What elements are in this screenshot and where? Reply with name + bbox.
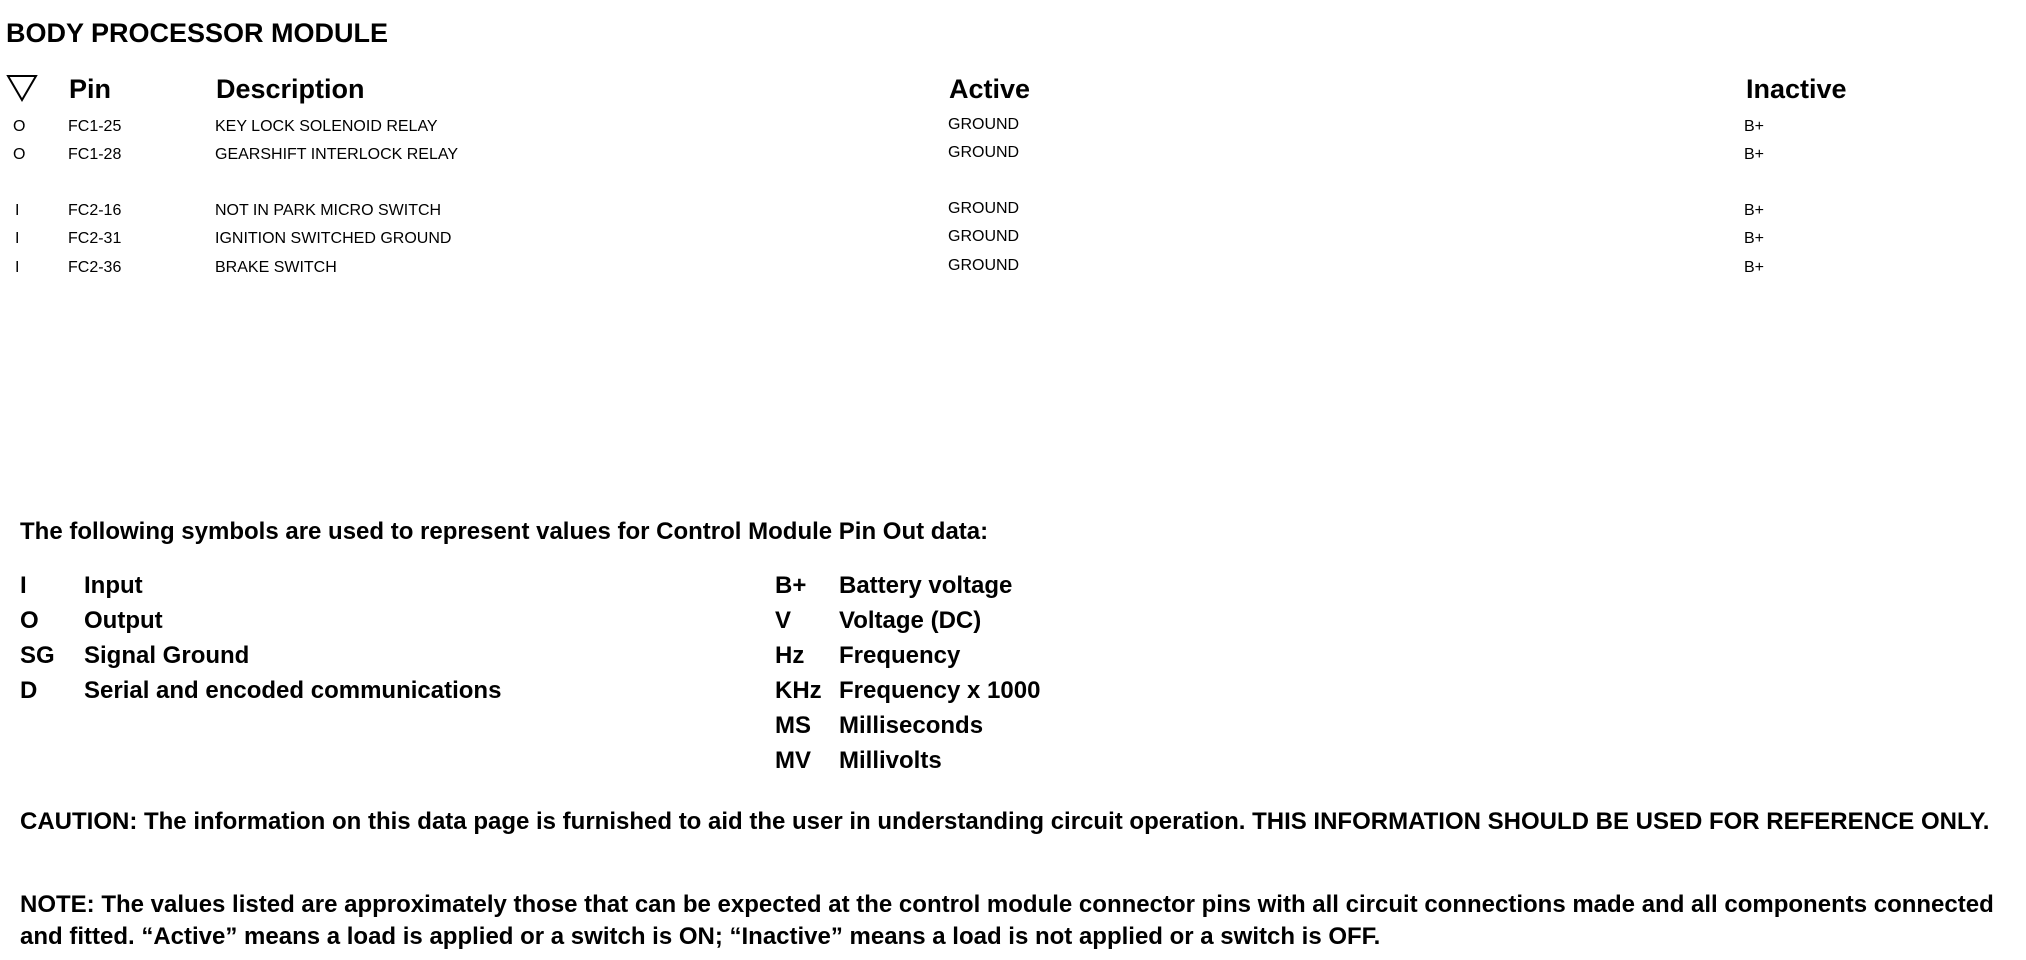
legend-meaning: Voltage (DC) [839,607,982,634]
description-cell: IGNITION SWITCHED GROUND [215,230,452,247]
io-cell: I [15,259,20,276]
legend-meaning: Output [84,607,163,634]
legend-symbol: O [20,607,39,634]
inactive-cell: B+ [1744,230,1765,247]
legend-symbol: V [775,607,792,634]
pin-cell: FC1-28 [68,146,122,163]
column-header-description: Description [216,74,365,104]
description-cell: BRAKE SWITCH [215,259,337,276]
description-cell: KEY LOCK SOLENOID RELAY [215,118,438,135]
column-header-inactive: Inactive [1746,74,1847,104]
description-cell: GEARSHIFT INTERLOCK RELAY [215,146,459,163]
active-cell: GROUND [948,228,1020,245]
legend-symbol: MS [775,712,811,739]
legend-meaning: Millivolts [839,747,942,774]
active-cell: GROUND [948,144,1020,161]
legend-intro: The following symbols are used to represent values for Control Module Pin Out data: [20,518,989,545]
inactive-cell: B+ [1744,259,1765,276]
active-cell: GROUND [948,116,1020,133]
inactive-cell: B+ [1744,146,1765,163]
legend-meaning: Serial and encoded communications [84,677,502,704]
pin-cell: FC2-36 [68,259,122,276]
legend-meaning: Milliseconds [839,712,984,739]
active-cell: GROUND [948,257,1020,274]
column-header-active: Active [949,74,1031,104]
legend-meaning: Frequency x 1000 [839,677,1041,704]
io-cell: O [13,146,26,163]
legend-symbol: SG [20,642,55,669]
legend-symbol: I [20,572,27,599]
io-cell: O [13,118,26,135]
legend-symbol: MV [775,747,811,774]
description-cell: NOT IN PARK MICRO SWITCH [215,202,442,219]
legend-symbol: D [20,677,38,704]
legend-meaning: Frequency [839,642,961,669]
io-cell: I [15,202,20,219]
active-cell: GROUND [948,200,1020,217]
io-cell: I [15,230,20,247]
pin-cell: FC2-16 [68,202,122,219]
legend-symbol: B+ [775,572,807,599]
legend-meaning: Signal Ground [84,642,250,669]
page-title: BODY PROCESSOR MODULE [6,18,389,48]
caution-text: CAUTION: The information on this data page is furnished to aid the user in understanding circuit operation. THIS INFORMATION SHOULD BE USED FOR REFERENCE ONLY. [20,808,1990,835]
note-text: NOTE: The values listed are approximately those that can be expected at the control module connector pins with all circuit connections made and all components connected and fitted. “Active” means a load is applied or a switch is ON; “Inactive” means a load is not applied or a switch is OFF. [20,891,1994,950]
down-triangle-icon [6,73,38,103]
column-header-pin: Pin [69,74,112,104]
legend-symbol: Hz [775,642,805,669]
inactive-cell: B+ [1744,202,1765,219]
legend-meaning: Input [84,572,143,599]
pin-cell: FC2-31 [68,230,122,247]
pin-cell: FC1-25 [68,118,122,135]
inactive-cell: B+ [1744,118,1765,135]
legend-meaning: Battery voltage [839,572,1013,599]
legend-symbol: KHz [775,677,822,704]
